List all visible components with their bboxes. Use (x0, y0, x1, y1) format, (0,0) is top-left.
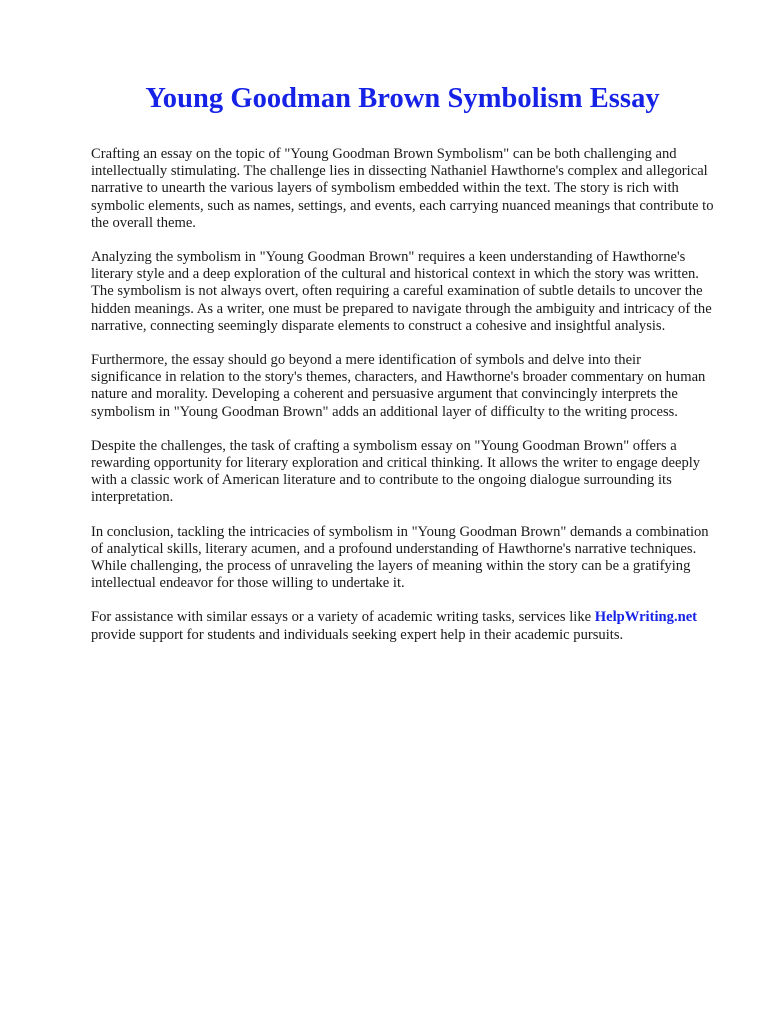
helpwriting-link[interactable]: HelpWriting.net (594, 609, 698, 626)
closing-text-before-link: For assistance with similar essays or a variety of academic writing tasks, services like (91, 609, 595, 626)
essay-body (91, 146, 714, 644)
paragraph-4: Despite the challenges, the task of crafting a symbolism essay on "Young Goodman Brown" offers a rewarding opportunity for literary exploration and critical thinking. It allows the writer to engage deeply with a classic work of American literature and to contribute to the ongoing dialogue surrounding its interpretation. (91, 437, 701, 506)
closing-paragraph (91, 609, 714, 643)
paragraph-1: Crafting an essay on the topic of "Young Goodman Brown Symbolism" can be both challenging and intellectually stimulating. The challenge lies in dissecting Nathaniel Hawthorne's complex and allegorical narrative to unearth the various layers of symbolism embedded within the text. The story is rich with symbolic elements, such as names, settings, and events, each carrying nuanced meanings that contribute to the overall theme. (91, 146, 714, 231)
page-title: Young Goodman Brown Symbolism Essay (145, 83, 660, 114)
paragraph-5: In conclusion, tackling the intricacies of symbolism in "Young Goodman Brown" demands a combination of analytical skills, literary acumen, and a profound understanding of Hawthorne's narrative techniques. While challenging, the process of unraveling the layers of meaning within the story can be a gratifying intellectual endeavor for those willing to undertake it. (91, 523, 709, 592)
closing-text-after-link: provide support for students and individuals seeking expert help in their academic pursuits. (91, 626, 624, 643)
paragraph-3: Furthermore, the essay should go beyond a mere identification of symbols and delve into their significance in relation to the story's themes, characters, and Hawthorne's broader commentary on human nature and morality. Developing a coherent and persuasive argument that convincingly interprets the symbolism in "Young Goodman Brown" adds an additional layer of difficulty to the writing process. (91, 352, 706, 420)
paragraph-2: Analyzing the symbolism in "Young Goodman Brown" requires a keen understanding of Hawthorne's literary style and a deep exploration of the cultural and historical context in which the story was written. The symbolism is not always overt, often requiring a careful examination of subtle details to uncover the hidden meanings. As a writer, one must be prepared to navigate through the ambiguity and intricacy of the narrative, connecting seemingly disparate elements to construct a cohesive and insightful analysis. (91, 249, 712, 334)
